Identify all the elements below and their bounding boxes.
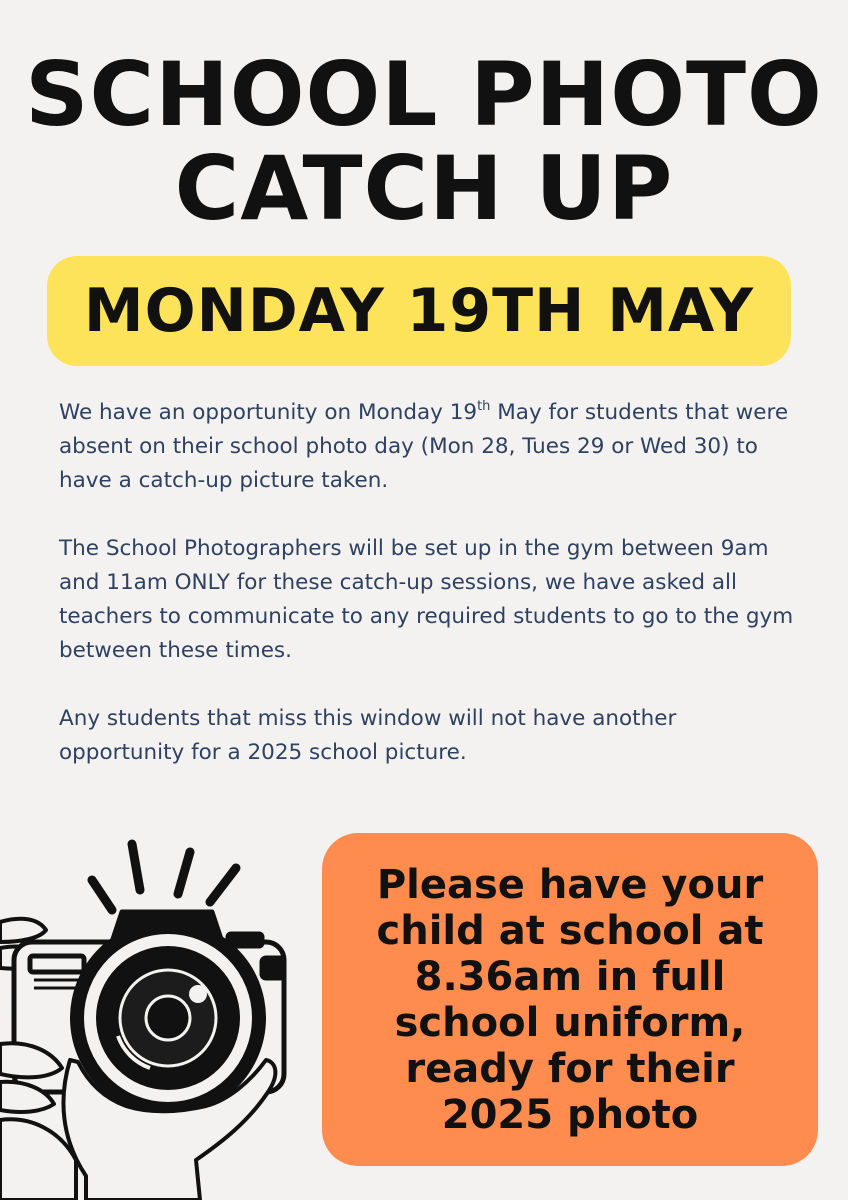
- arrival-notice-text: Please have your child at school at 8.36am in full school uniform, ready for their 2025 photo: [376, 861, 764, 1138]
- camera-icon: [0, 830, 330, 1200]
- arrival-notice: [322, 833, 818, 1166]
- date-banner: [47, 256, 791, 366]
- title-line-1: SCHOOL PHOTO: [25, 43, 823, 146]
- ordinal-suffix: th: [477, 399, 491, 414]
- paragraph-sessions: The School Photographers will be set up in the gym between 9am and 11am ONLY for these catch-up sessions, we have asked all teachers to communicate to any required students to go to the gym between these times.: [59, 536, 794, 663]
- paragraph-opportunity: [59, 396, 799, 498]
- paragraph-warning: Any students that miss this window will not have another opportunity for a 2025 school picture.: [59, 706, 677, 765]
- body-text: [59, 396, 799, 804]
- paragraph-opportunity-a: We have an opportunity on Monday 19: [59, 400, 478, 425]
- page-title: [0, 43, 848, 240]
- paragraph-opportunity-b: May for students that were absent on their school photo day (Mon 28, Tues 29 or Wed 30) to have a catch-up picture taken.: [59, 400, 789, 493]
- date-banner-text: MONDAY 19TH MAY: [83, 276, 755, 346]
- title-line-2: CATCH UP: [174, 137, 674, 240]
